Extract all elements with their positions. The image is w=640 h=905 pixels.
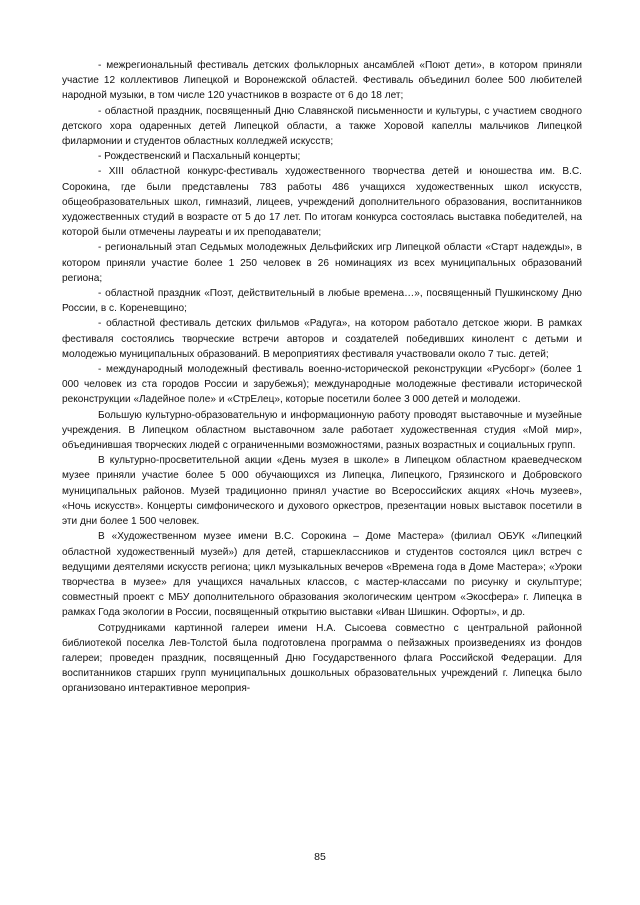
- paragraph-sorokin-museum: В «Художественном музее имени В.С. Сорокина – Доме Мастера» (филиал ОБУК «Липецкий областной художественный музей») для детей, старшеклассников и студентов состоялся цикл встреч с ведущими деятелями искусств региона; цикл музыкальных вечеров «Времена года в Доме Мастера»; «Уроки творчества в музее» для учащихся начальных классов, с мастер-классами по рисунку и скульптуре; совместный проект с МБУ дополнительного образования экологическим центром «Экосфера» г. Липецка в рамках Года экологии в России, посвященный открытию выставки «Иван Шишкин. Офорты», и др.: [62, 531, 582, 619]
- body-text: [62, 58, 582, 697]
- paragraph-rusborg-festival: - международный молодежный фестиваль военно-исторической реконструкции «Русборг» (более 1 000 человек из ста городов России и зарубежья); международные молодежные фестивали исторической реконструкции «Ладейное поле» и «СтрЕлец», которые посетили более 3 000 детей и молодежи.: [62, 364, 582, 406]
- paragraph-sysoev-gallery: Сотрудниками картинной галереи имени Н.А. Сысоева совместно с центральной районной библиотекой поселка Лев-Толстой была подготовлена программа о пейзажных произведениях из фондов галереи; проведен праздник, посвященный Дню Государственного флага Российской Федерации. Для воспитанников старших групп муниципальных дошкольных образовательных учреждений г. Липецка было организовано интерактивное мероприя-: [62, 622, 582, 695]
- paragraph-delphic-games: - региональный этап Седьмых молодежных Дельфийских игр Липецкой области «Старт надежды», в котором приняли участие более 1 250 человек в 26 номинациях из всех муниципальных образований региона;: [62, 242, 582, 284]
- page-number: 85: [314, 851, 326, 863]
- paragraph-slavic-writing-day: - областной праздник, посвященный Дню Славянской письменности и культуры, с участием сводного детского хора одаренных детей Липецкой области, а также Хоровой капеллы мальчиков Липецкой филармонии и студентов областных колледжей искусств;: [62, 105, 582, 148]
- paragraph-museum-day: В культурно-просветительной акции «День музея в школе» в Липецком областном краеведческом музее приняли участие более 5 000 обучающихся из Липецка, Липецкого, Грязинского и Добровского муниципальных районов. Музей традиционно принял участие во Всероссийских акциях «Ночь музеев», «Ночь искусств». Концерты симфонического и духового оркестров, презентации новых выставок посетили в эти дни более 1 500 человек.: [62, 455, 582, 528]
- paragraph-christmas-easter-concerts: - Рождественский и Пасхальный концерты;: [98, 151, 301, 163]
- paragraph-pushkin-day: - областной праздник «Поэт, действительный в любые времена…», посвященный Пушкинскому Дню России, в с. Кореневщино;: [62, 288, 582, 315]
- paragraph-exhibition-hall: Большую культурно-образовательную и информационную работу проводят выставочные и музейные учреждения. В Липецком областном выставочном зале работает художественная студия «Мой мир», объединившая творческих людей с ограниченными возможностями, разных возрастных и социальных групп.: [62, 409, 582, 452]
- paragraph-festival-poyut-deti: - межрегиональный фестиваль детских фольклорных ансамблей «Поют дети», в котором приняли участие 12 коллективов Липецкой и Воронежской областей. Фестиваль объединил более 500 любителей народной музыки, в том числе 120 участников в возрасте от 6 до 18 лет;: [62, 60, 582, 102]
- paragraph-raduga-film-festival: - областной фестиваль детских фильмов «Радуга», на котором работало детское жюри. В рамках фестиваля состоялись творческие встречи авторов и создателей победивших кинолент с детьми и молодежью муниципальных образований. В мероприятиях фестиваля участвовали около 7 тыс. детей;: [62, 318, 582, 360]
- paragraph-sorokin-art-contest: - XIII областной конкурс-фестиваль художественного творчества детей и юношества им. В.С. Сорокина, где были представлены 783 работы 486 учащихся художественных школ искусств, общеобразовательных школ, гимназий, лицеев, учреждений дополнительного образования, воспитанников художественных студий в возрасте от 5 до 17 лет. По итогам конкурса состоялась выставка победителей, на которой были отмечены лауреаты и их преподаватели;: [62, 166, 582, 239]
